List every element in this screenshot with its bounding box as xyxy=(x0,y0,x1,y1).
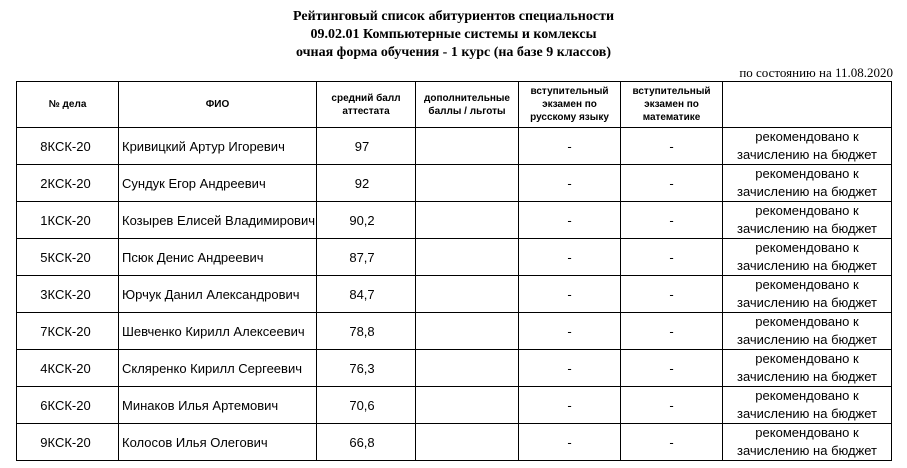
cell-id: 3КСК-20 xyxy=(17,276,119,313)
cell-math: - xyxy=(621,128,723,165)
title-line-3: очная форма обучения - 1 курс (на базе 9 классов) xyxy=(296,45,611,60)
cell-extra xyxy=(416,350,519,387)
as-of-date: по состоянию на 11.08.2020 xyxy=(739,65,893,80)
cell-math: - xyxy=(621,239,723,276)
cell-name: Кривицкий Артур Игоревич xyxy=(119,128,317,165)
cell-name: Колосов Илья Олегович xyxy=(119,424,317,461)
cell-score: 76,3 xyxy=(317,350,416,387)
ranking-table xyxy=(16,81,892,461)
col-header-status xyxy=(723,82,892,128)
cell-extra xyxy=(416,202,519,239)
cell-status: рекомендовано к зачислению на бюджет xyxy=(723,350,892,387)
cell-name: Псюк Денис Андреевич xyxy=(119,239,317,276)
table-row xyxy=(17,128,892,165)
cell-math: - xyxy=(621,424,723,461)
table-row xyxy=(17,202,892,239)
table-row xyxy=(17,387,892,424)
cell-math: - xyxy=(621,387,723,424)
cell-math: - xyxy=(621,276,723,313)
col-header-id: № дела xyxy=(17,82,119,128)
cell-russian: - xyxy=(519,239,621,276)
cell-name: Минаков Илья Артемович xyxy=(119,387,317,424)
cell-russian: - xyxy=(519,202,621,239)
cell-name: Сундук Егор Андреевич xyxy=(119,165,317,202)
col-header-name: ФИО xyxy=(119,82,317,128)
cell-math: - xyxy=(621,165,723,202)
title-line-2: 09.02.01 Компьютерные системы и комлексы xyxy=(310,27,597,42)
cell-score: 84,7 xyxy=(317,276,416,313)
cell-score: 97 xyxy=(317,128,416,165)
cell-status: рекомендовано к зачислению на бюджет xyxy=(723,128,892,165)
cell-score: 90,2 xyxy=(317,202,416,239)
cell-extra xyxy=(416,424,519,461)
cell-name: Юрчук Данил Александрович xyxy=(119,276,317,313)
cell-id: 5КСК-20 xyxy=(17,239,119,276)
cell-id: 4КСК-20 xyxy=(17,350,119,387)
cell-russian: - xyxy=(519,165,621,202)
cell-russian: - xyxy=(519,424,621,461)
cell-extra xyxy=(416,239,519,276)
cell-russian: - xyxy=(519,128,621,165)
cell-id: 6КСК-20 xyxy=(17,387,119,424)
col-header-extra: дополнительные баллы / льготы xyxy=(416,82,519,128)
table-row xyxy=(17,276,892,313)
cell-status: рекомендовано к зачислению на бюджет xyxy=(723,202,892,239)
document-title xyxy=(0,8,907,62)
cell-extra xyxy=(416,128,519,165)
title-line-1: Рейтинговый список абитуриентов специальности xyxy=(292,9,615,24)
cell-extra xyxy=(416,165,519,202)
cell-name: Скляренко Кирилл Сергеевич xyxy=(119,350,317,387)
cell-score: 87,7 xyxy=(317,239,416,276)
cell-extra xyxy=(416,276,519,313)
cell-extra xyxy=(416,313,519,350)
table-row xyxy=(17,165,892,202)
cell-id: 7КСК-20 xyxy=(17,313,119,350)
cell-russian: - xyxy=(519,276,621,313)
cell-status: рекомендовано к зачислению на бюджет xyxy=(723,424,892,461)
cell-status: рекомендовано к зачислению на бюджет xyxy=(723,276,892,313)
table-row xyxy=(17,424,892,461)
table-header-row xyxy=(17,82,892,128)
cell-extra xyxy=(416,387,519,424)
cell-status: рекомендовано к зачислению на бюджет xyxy=(723,239,892,276)
cell-status: рекомендовано к зачислению на бюджет xyxy=(723,313,892,350)
cell-math: - xyxy=(621,202,723,239)
cell-score: 70,6 xyxy=(317,387,416,424)
table-row xyxy=(17,313,892,350)
table-row xyxy=(17,239,892,276)
cell-russian: - xyxy=(519,350,621,387)
cell-status: рекомендовано к зачислению на бюджет xyxy=(723,387,892,424)
col-header-score: средний балл аттестата xyxy=(317,82,416,128)
cell-id: 2КСК-20 xyxy=(17,165,119,202)
cell-russian: - xyxy=(519,387,621,424)
table-row xyxy=(17,350,892,387)
cell-math: - xyxy=(621,350,723,387)
cell-score: 78,8 xyxy=(317,313,416,350)
cell-id: 1КСК-20 xyxy=(17,202,119,239)
cell-name: Козырев Елисей Владимирович xyxy=(119,202,317,239)
cell-name: Шевченко Кирилл Алексеевич xyxy=(119,313,317,350)
col-header-russian: вступительный экзамен по русскому языку xyxy=(519,82,621,128)
cell-russian: - xyxy=(519,313,621,350)
cell-math: - xyxy=(621,313,723,350)
col-header-math: вступительный экзамен по математике xyxy=(621,82,723,128)
cell-id: 9КСК-20 xyxy=(17,424,119,461)
cell-id: 8КСК-20 xyxy=(17,128,119,165)
cell-score: 92 xyxy=(317,165,416,202)
cell-score: 66,8 xyxy=(317,424,416,461)
cell-status: рекомендовано к зачислению на бюджет xyxy=(723,165,892,202)
